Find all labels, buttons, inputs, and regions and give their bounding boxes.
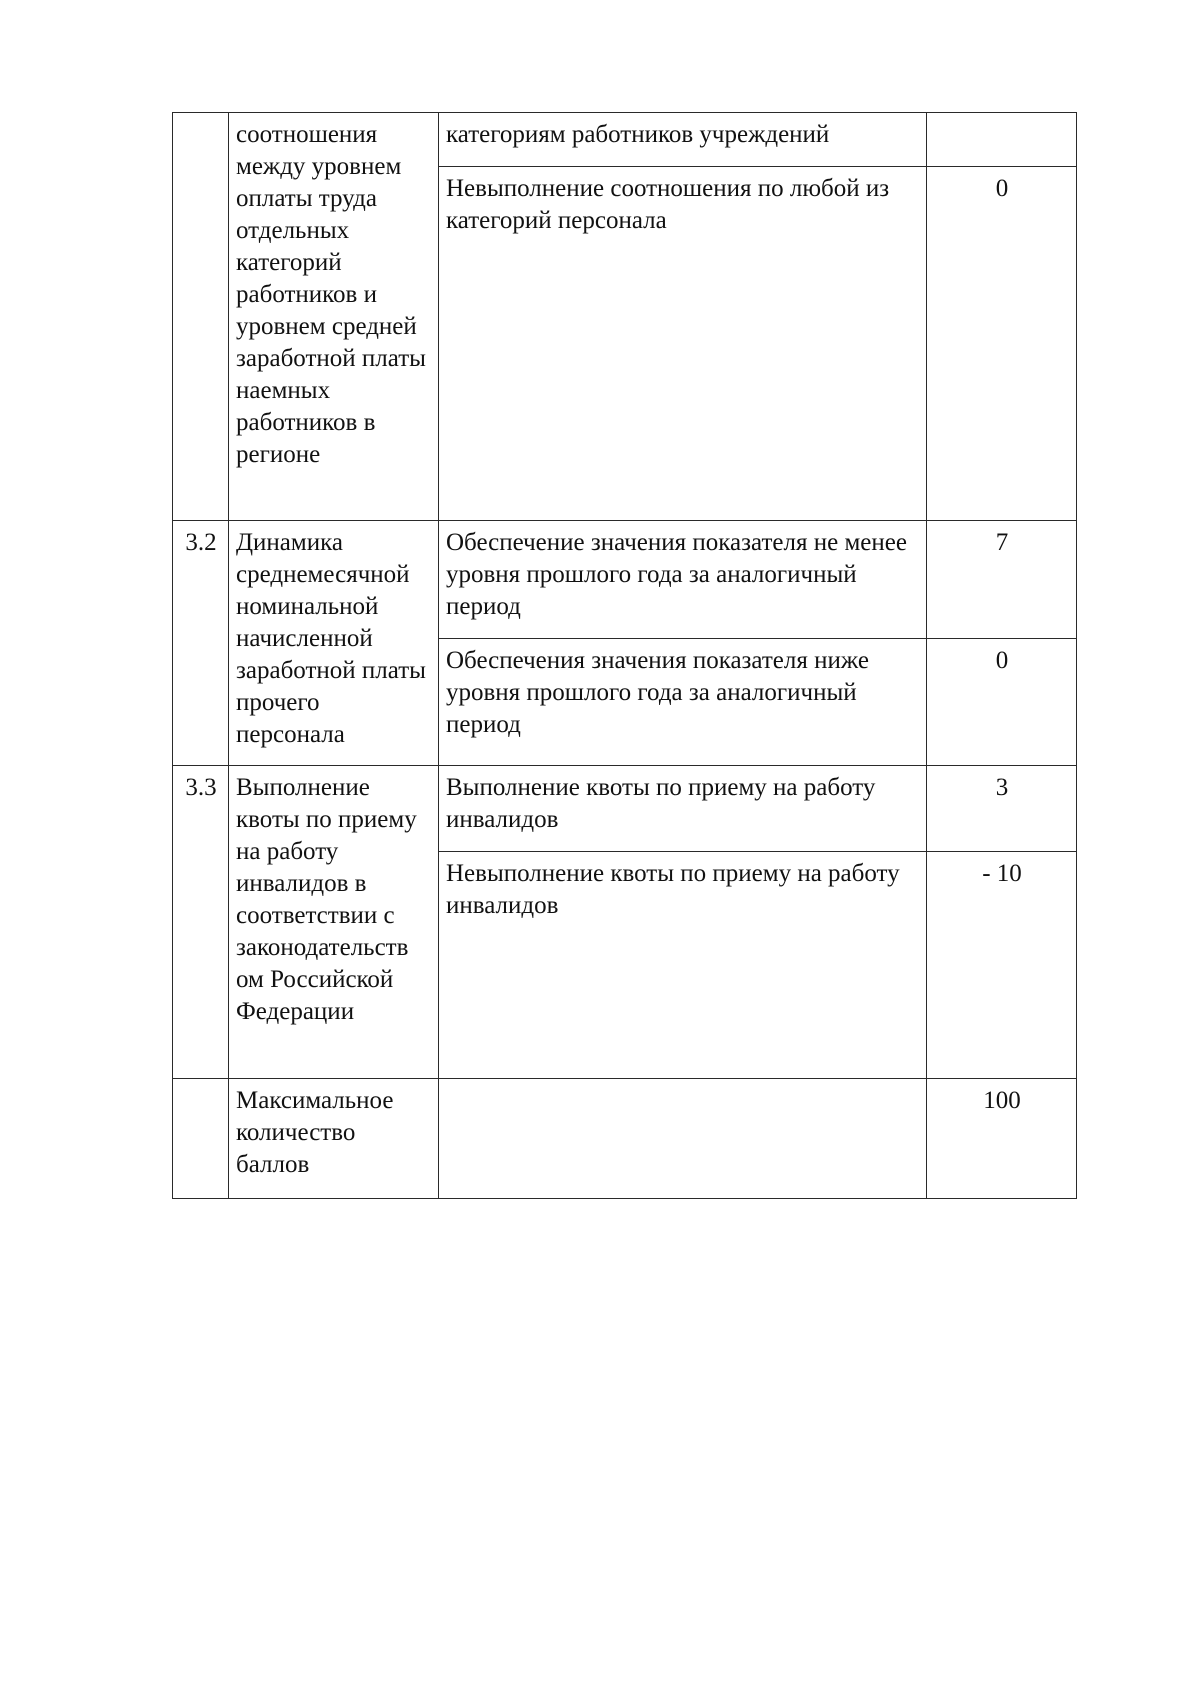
- points-cell: 0: [927, 639, 1077, 766]
- condition-cell: Невыполнение соотношения по любой из категорий персонала: [439, 167, 927, 521]
- condition-cell: Невыполнение квоты по приему на работу инвалидов: [439, 852, 927, 1079]
- criterion-number: 3.3: [173, 766, 229, 1079]
- points-cell: - 10: [927, 852, 1077, 1079]
- condition-cell: категориям работников учреждений: [439, 113, 927, 167]
- points-cell: 3: [927, 766, 1077, 852]
- table-row-total: [173, 1079, 1077, 1199]
- criterion-name: Динамика среднемесячной номинальной начисленной заработной платы прочего персонала: [229, 521, 439, 766]
- criterion-name: Выполнение квоты по приему на работу инвалидов в соответствии с законодательств ом Российской Федерации: [229, 766, 439, 1079]
- points-cell: 0: [927, 167, 1077, 521]
- condition-cell: Обеспечения значения показателя ниже уровня прошлого года за аналогичный период: [439, 639, 927, 766]
- total-points: 100: [927, 1079, 1077, 1199]
- criterion-number: 3.2: [173, 521, 229, 766]
- condition-cell: Обеспечение значения показателя не менее уровня прошлого года за аналогичный период: [439, 521, 927, 639]
- criterion-number: [173, 113, 229, 521]
- condition-cell: Выполнение квоты по приему на работу инвалидов: [439, 766, 927, 852]
- points-cell: [927, 113, 1077, 167]
- table-row: [173, 521, 1077, 639]
- criterion-number: [173, 1079, 229, 1199]
- table-row: [173, 766, 1077, 852]
- criteria-table: [172, 112, 1077, 1199]
- table-row: [173, 113, 1077, 167]
- criterion-name: соотношения между уровнем оплаты труда отдельных категорий работников и уровнем средней заработной платы наемных работников в регионе: [229, 113, 439, 521]
- total-label: Максимальное количество баллов: [229, 1079, 439, 1199]
- points-cell: 7: [927, 521, 1077, 639]
- condition-cell: [439, 1079, 927, 1199]
